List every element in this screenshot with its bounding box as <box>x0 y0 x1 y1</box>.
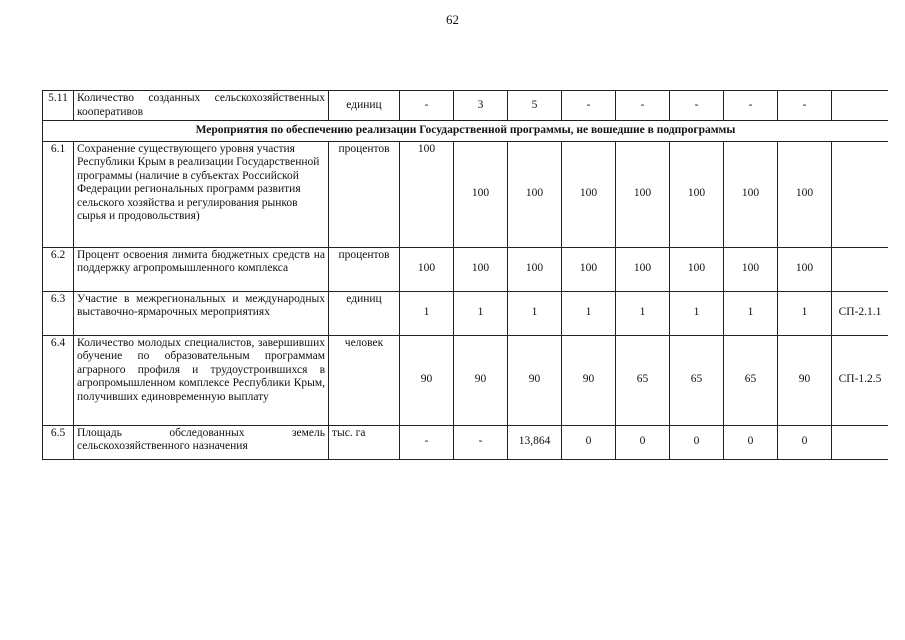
unit-cell: процентов <box>329 247 400 291</box>
value-cell: 1 <box>454 291 508 335</box>
value-cell: 1 <box>400 291 454 335</box>
value-cell: - <box>724 91 778 121</box>
value-cell: 1 <box>778 291 832 335</box>
table-row <box>43 335 889 425</box>
row-number: 6.2 <box>43 247 74 291</box>
value-cell: 100 <box>670 247 724 291</box>
section-row <box>43 121 889 142</box>
indicator-name: Площадь обследованных земель сельскохозяйственного назначения <box>74 425 329 459</box>
unit-cell: единиц <box>329 291 400 335</box>
indicator-name: Сохранение существующего уровня участия Республики Крым в реализации Государственной программы (наличие в субъектах Российской Федерации региональных программ развития сельского хозяйства и регулирования рынков сырья и продовольствия) <box>74 141 329 247</box>
value-cell: 0 <box>616 425 670 459</box>
indicator-name: Участие в межрегиональных и международных выставочно-ярмарочных мероприятиях <box>74 291 329 335</box>
value-cell: 100 <box>454 141 508 247</box>
reference-cell: СП-1.2.5 <box>832 335 889 425</box>
value-cell: 0 <box>562 425 616 459</box>
value-cell: 65 <box>724 335 778 425</box>
value-cell: 100 <box>508 247 562 291</box>
value-cell: 1 <box>562 291 616 335</box>
value-cell: 100 <box>616 247 670 291</box>
reference-cell <box>832 91 889 121</box>
value-cell: 0 <box>724 425 778 459</box>
value-cell: 1 <box>724 291 778 335</box>
unit-cell: тыс. га <box>329 425 400 459</box>
reference-cell <box>832 247 889 291</box>
indicators-table <box>42 90 888 460</box>
value-cell: 100 <box>454 247 508 291</box>
value-cell: - <box>454 425 508 459</box>
value-cell: 100 <box>778 247 832 291</box>
value-cell: 100 <box>562 141 616 247</box>
table-row <box>43 425 889 459</box>
value-cell: 0 <box>670 425 724 459</box>
value-cell: 3 <box>454 91 508 121</box>
value-cell: 0 <box>778 425 832 459</box>
value-cell: 100 <box>616 141 670 247</box>
value-cell: 100 <box>400 247 454 291</box>
unit-cell: процентов <box>329 141 400 247</box>
value-cell: 1 <box>616 291 670 335</box>
table-row <box>43 247 889 291</box>
value-cell: 13,864 <box>508 425 562 459</box>
value-cell: - <box>562 91 616 121</box>
value-cell: 90 <box>508 335 562 425</box>
indicator-name: Количество молодых специалистов, завершивших обучение по образовательным программам аграрного профиля и трудоустроившихся в агропромышленном комплексе Республики Крым, получивших единовременную выплату <box>74 335 329 425</box>
page-number: 62 <box>446 12 459 27</box>
indicator-name: Процент освоения лимита бюджетных средств на поддержку агропромышленного комплекса <box>74 247 329 291</box>
row-number: 6.4 <box>43 335 74 425</box>
value-cell: 100 <box>724 141 778 247</box>
reference-cell <box>832 141 889 247</box>
value-cell: 90 <box>400 335 454 425</box>
value-cell: 100 <box>724 247 778 291</box>
unit-cell: человек <box>329 335 400 425</box>
value-cell: 100 <box>400 141 454 247</box>
value-cell: 100 <box>778 141 832 247</box>
row-number: 5.11 <box>43 91 74 121</box>
value-cell: - <box>400 91 454 121</box>
row-number: 6.1 <box>43 141 74 247</box>
row-number: 6.3 <box>43 291 74 335</box>
value-cell: 65 <box>616 335 670 425</box>
indicator-name: Количество созданных сельскохозяйственных кооперативов <box>74 91 329 121</box>
value-cell: 90 <box>562 335 616 425</box>
value-cell: - <box>400 425 454 459</box>
value-cell: - <box>670 91 724 121</box>
value-cell: 1 <box>670 291 724 335</box>
row-number: 6.5 <box>43 425 74 459</box>
value-cell: 1 <box>508 291 562 335</box>
value-cell: 100 <box>670 141 724 247</box>
table-row <box>43 91 889 121</box>
value-cell: 90 <box>454 335 508 425</box>
value-cell: 100 <box>508 141 562 247</box>
section-title: Мероприятия по обеспечению реализации Государственной программы, не вошедшие в подпрограммы <box>43 121 889 142</box>
value-cell: - <box>778 91 832 121</box>
table-row <box>43 141 889 247</box>
reference-cell <box>832 425 889 459</box>
reference-cell: СП-2.1.1 <box>832 291 889 335</box>
table-row <box>43 291 889 335</box>
value-cell: 100 <box>562 247 616 291</box>
value-cell: 5 <box>508 91 562 121</box>
value-cell: - <box>616 91 670 121</box>
value-cell: 90 <box>778 335 832 425</box>
value-cell: 65 <box>670 335 724 425</box>
unit-cell: единиц <box>329 91 400 121</box>
